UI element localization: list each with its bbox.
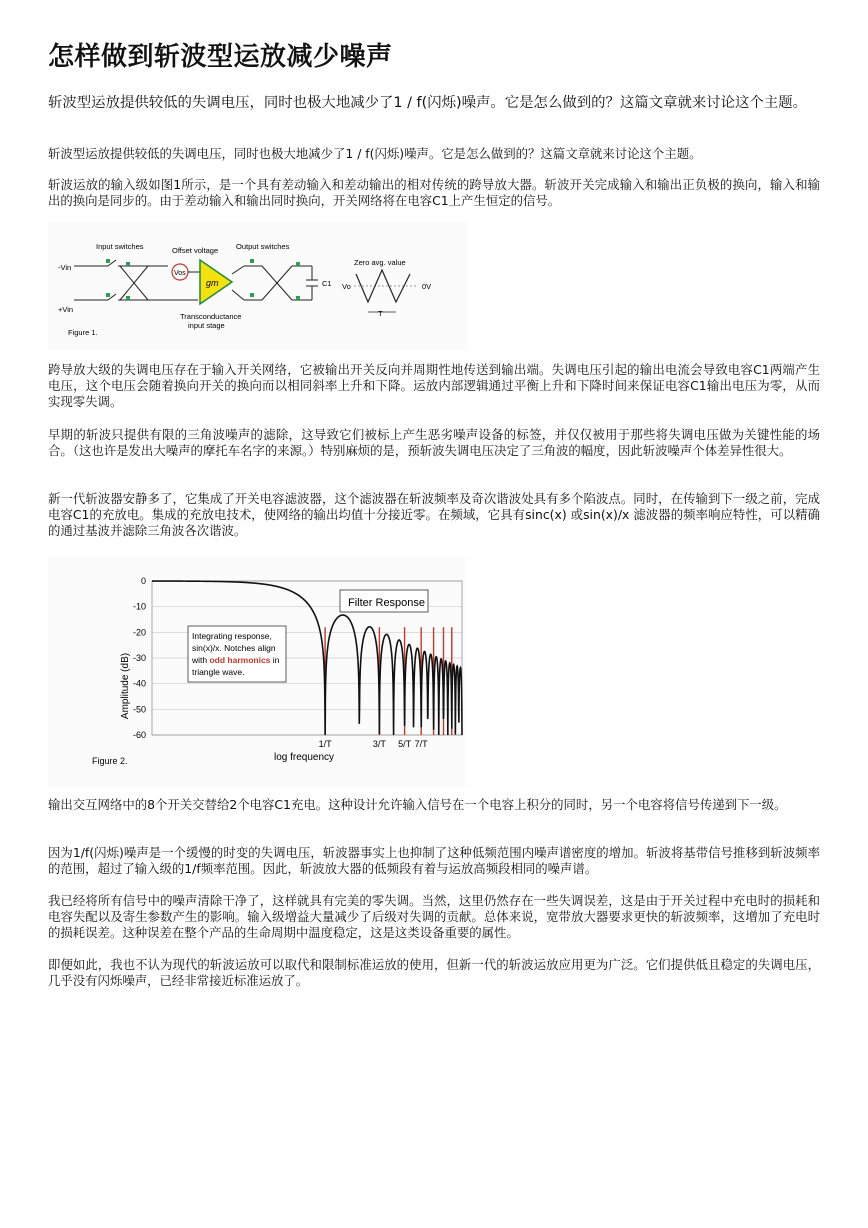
vin-pos-label: +Vin [58,305,74,314]
lead-paragraph: 斩波型运放提供较低的失调电压，同时也极大地减少了1 / f(闪烁)噪声。它是怎么做到的？这篇文章就来讨论这个主题。 [48,95,807,111]
vos-label: Vos [174,270,186,277]
period-label: T [378,309,383,318]
x-tick-label: 3/T [372,739,386,749]
x-axis-label: log frequency [274,752,335,763]
paragraph-4: 早期的斩波只提供有限的三角波噪声的滤除，这导致它们被标上产生恶劣噪声设备的标签，并仅仅被用于那些将失调电压做为关键性能的场合。（这也许是发出大噪声的摩托车名字的来源。）特别麻烦的是，预斩波失调电压决定了三角波的幅度，因此斩波噪声个体差异性很大。 [48,427,820,458]
paragraph-9: 即便如此，我也不认为现代的斩波运放可以取代和限制标准运放的使用，但新一代的斩波运放应用更为广泛。它们提供低且稳定的失调电压，几乎没有闪烁噪声，已经非常接近标准运放了。 [48,957,820,988]
paragraph-8: 我已经将所有信号中的噪声清除干净了，这样就具有完美的零失调。当然，这里仍然存在一些失调误差，这是由于开关过程中充电时的损耗和电容失配以及寄生参数产生的影响。输入级增益大量减少了后级对失调的贡献。总体来说，宽带放大器要求更快的斩波频率，这增加了充电时的损耗误差。这种误差在整个产品的生命周期中温度稳定，这是这类设备重要的属性。 [48,893,820,940]
y-tick-label: -50 [132,704,146,715]
annotation-line-2: sin(x)/x. Notches align [192,643,276,653]
annotation-line-1: Integrating response, [192,631,272,641]
vo-label: Vo [342,282,351,291]
y-tick-label: -10 [132,601,146,612]
y-tick-label: -40 [132,678,146,689]
y-tick-label: -30 [132,653,146,663]
output-switches-label: Output switches [236,242,290,251]
figure-1-caption: Figure 1. [68,328,98,337]
chart-title: Filter Response [348,597,426,609]
offset-voltage-label: Offset voltage [172,246,219,255]
paragraph-2: 斩波运放的输入级如图1所示，是一个具有差动输入和差动输出的相对传统的跨导放大器。斩波开关完成输入和输出正负极的换向，输入和输出的换向是同步的。由于差动输入和输出同时换向，开关网络将在电容C1上产生恒定的信号。 [48,177,820,208]
y-tick-label: -60 [132,730,146,740]
figure-2-caption: Figure 2. [92,756,128,766]
y-tick-label: 0 [140,576,146,586]
input-switches-label: Input switches [96,242,144,251]
chopper-input-stage-diagram [48,222,468,350]
x-tick-label: 7/T [414,739,428,749]
paragraph-3: 跨导放大级的失调电压存在于输入开关网络，它被输出开关反向并周期性地传送到输出端。失调电压引起的输出电流会导致电容C1两端产生电压，这个电压会随着换向开关的换向而以相同斜率上升和下降。运放内部逻辑通过平衡上升和下降时间来保证电容C1输出电压为零，从而实现零失调。 [48,362,820,409]
vin-neg-label: -Vin [58,263,72,272]
transconductance-label: Transconductance [180,312,242,321]
paragraph-5: 新一代斩波器安静多了，它集成了开关电容滤波器，这个滤波器在斩波频率及奇次谐波处具有多个陷波点。同时，在传输到下一级之前，完成电容C1的充放电。集成的充放电技术，使网络的输出均值十分接近零。在频域，它具有sinc(x) 或sin(x)/x 滤波器的频率响应特性，可以精确的通过基波并滤除三角波各次谐波。 [48,491,820,538]
paragraph-6: 输出交互网络中的8个开关交替给2个电容C1充电。这种设计允许输入信号在一个电容上积分的同时，另一个电容将信号传递到下一级。 [48,797,787,812]
annotation-line-3: with odd harmonics in [192,655,280,665]
figure-1 [48,222,468,350]
zero-avg-label: Zero avg. value [354,258,406,267]
paragraph-1: 斩波型运放提供较低的失调电压，同时也极大地减少了1 / f(闪烁)噪声。它是怎么做到的？这篇文章就来讨论这个主题。 [48,146,702,161]
x-tick-label: 1/T [318,739,332,749]
y-axis-label: Amplitude (dB) [120,652,131,720]
c1-label: C1 [322,279,332,288]
page-title: 怎样做到斩波型运放减少噪声 [48,42,393,72]
annotation-line-4: triangle wave. [192,667,245,677]
input-stage-label: input stage [188,321,225,330]
zero-v-label: 0V [422,282,432,291]
x-tick-label: 5/T [398,739,412,749]
figure-2 [48,556,466,788]
gm-label: gm [206,278,219,288]
paragraph-7: 因为1/f(闪烁)噪声是一个缓慢的时变的失调电压，斩波器事实上也抑制了这种低频范围内噪声谱密度的增加。斩波将基带信号推移到斩波频率的范围，超过了输入级的1/f频率范围。因此，斩波放大器的低频段有着与运放高频段相同的噪声谱。 [48,845,820,876]
y-tick-label: -20 [132,627,146,638]
filter-response-chart [48,556,466,788]
